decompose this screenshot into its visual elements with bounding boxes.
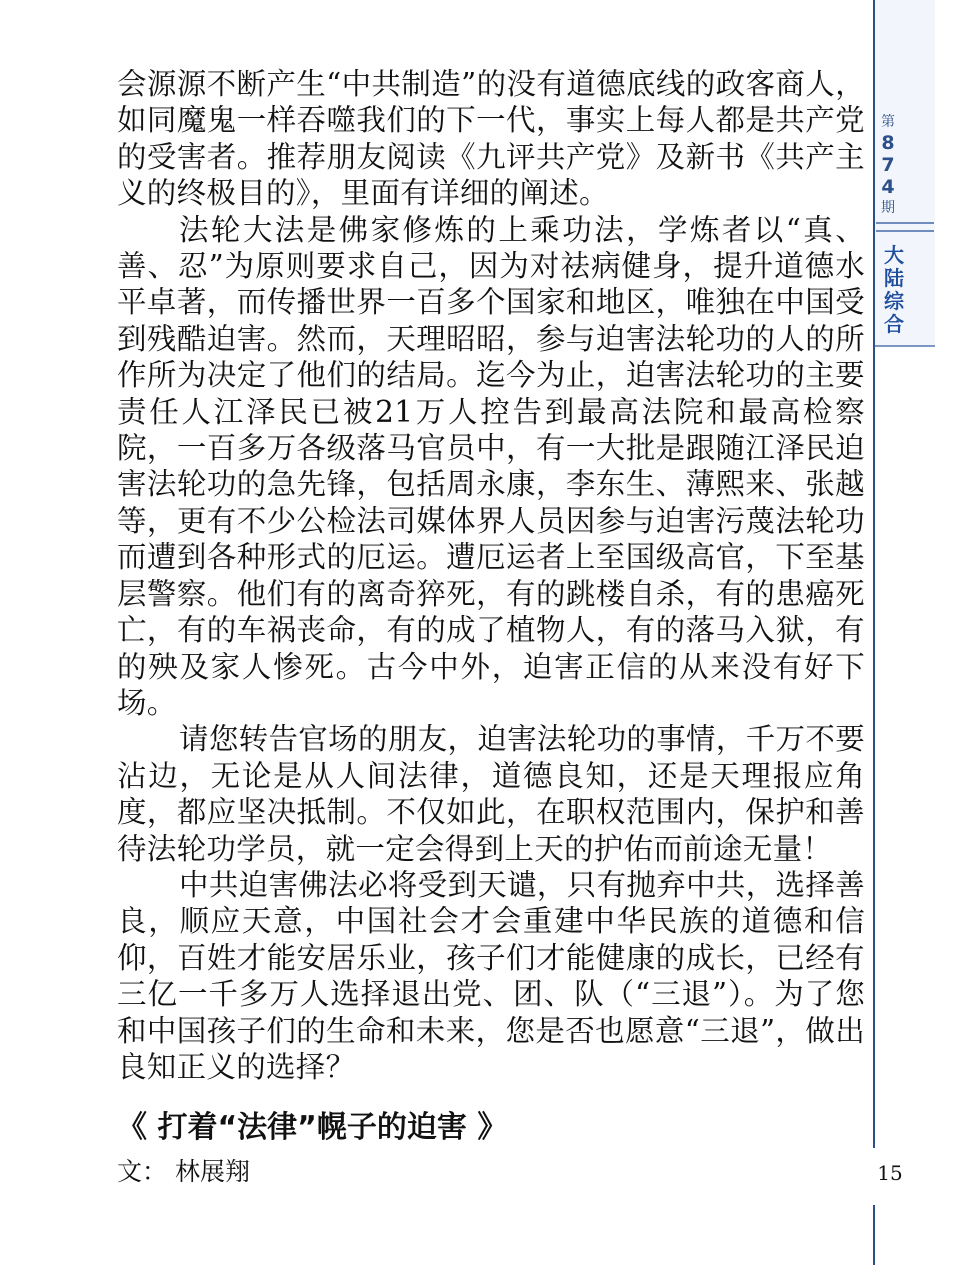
issue-label — [876, 112, 900, 218]
issue-digit-2: 7 — [881, 154, 895, 176]
next-article-byline: 文： 林展翔 — [117, 1157, 250, 1186]
body-paragraph-2: 法轮大法是佛家修炼的上乘功法，学炼者以“真、善、忍”为原则要求自己，因为对祛病健身，提升道德水平卓著，而传播世界一百多个国家和地区，唯独在中国受到残酷迫害。然而，天理昭昭，参与迫害法轮功的人的所作所为决定了他们的结局。迄今为止，迫害法轮功的主要责任人江泽民已被21万人控告到最高法院和最高检察院，一百多万各级落马官员中，有一大批是跟随江泽民迫害法轮功的急先锋，包括周永康，李东生、薄熙来、张越等，更有不少公检法司媒体界人员因参与迫害污蔑法轮功而遭到各种形式的厄运。遭厄运者上至国级高官，下至基层警察。他们有的离奇猝死，有的跳楼自杀，有的患癌死亡，有的车祸丧命，有的成了植物人，有的落马入狱，有的殃及家人惨死。古今中外，迫害正信的从来没有好下场。 — [117, 212, 865, 720]
sidebar-separator-bottom — [876, 230, 934, 232]
section-char-4: 合 — [884, 312, 904, 336]
next-article-title: 《 打着“法律”幌子的迫害 》 — [117, 1110, 508, 1145]
sidebar-divider — [873, 0, 875, 1148]
issue-prefix: 第 — [881, 114, 895, 130]
sidebar-separator-top — [876, 222, 934, 224]
body-paragraph-1: 会源源不断产生“中共制造”的没有道德底线的政客商人，如同魔鬼一样吞噬我们的下一代，事实上每人都是共产党的受害者。推荐朋友阅读《九评共产党》及新书《共产主义的终极目的》，里面有详细的阐述。 — [117, 67, 865, 211]
page-number: 15 — [877, 1161, 903, 1185]
section-char-3: 综 — [884, 289, 904, 313]
section-char-2: 陆 — [884, 266, 904, 290]
section-label — [876, 244, 912, 336]
sidebar-divider-bottom — [873, 1205, 875, 1265]
issue-digit-3: 4 — [881, 176, 895, 198]
body-paragraph-4: 中共迫害佛法必将受到天谴，只有抛弃中共，选择善良，顺应天意，中国社会才会重建中华民族的道德和信仰，百姓才能安居乐业，孩子们才能健康的成长，已经有三亿一千多万人选择退出党、团、队（“三退”）。为了您和中国孩子们的生命和未来，您是否也愿意“三退”，做出良知正义的选择？ — [117, 867, 865, 1084]
article-body — [117, 66, 865, 1085]
section-char-1: 大 — [884, 243, 904, 267]
issue-suffix: 期 — [881, 200, 895, 216]
issue-digit-1: 8 — [881, 132, 895, 154]
body-paragraph-3: 请您转告官场的朋友，迫害法轮功的事情，千万不要沾边，无论是从人间法律，道德良知，还是天理报应角度，都应坚决抵制。不仅如此，在职权范围内，保护和善待法轮功学员，就一定会得到上天的护佑而前途无量！ — [117, 722, 865, 866]
